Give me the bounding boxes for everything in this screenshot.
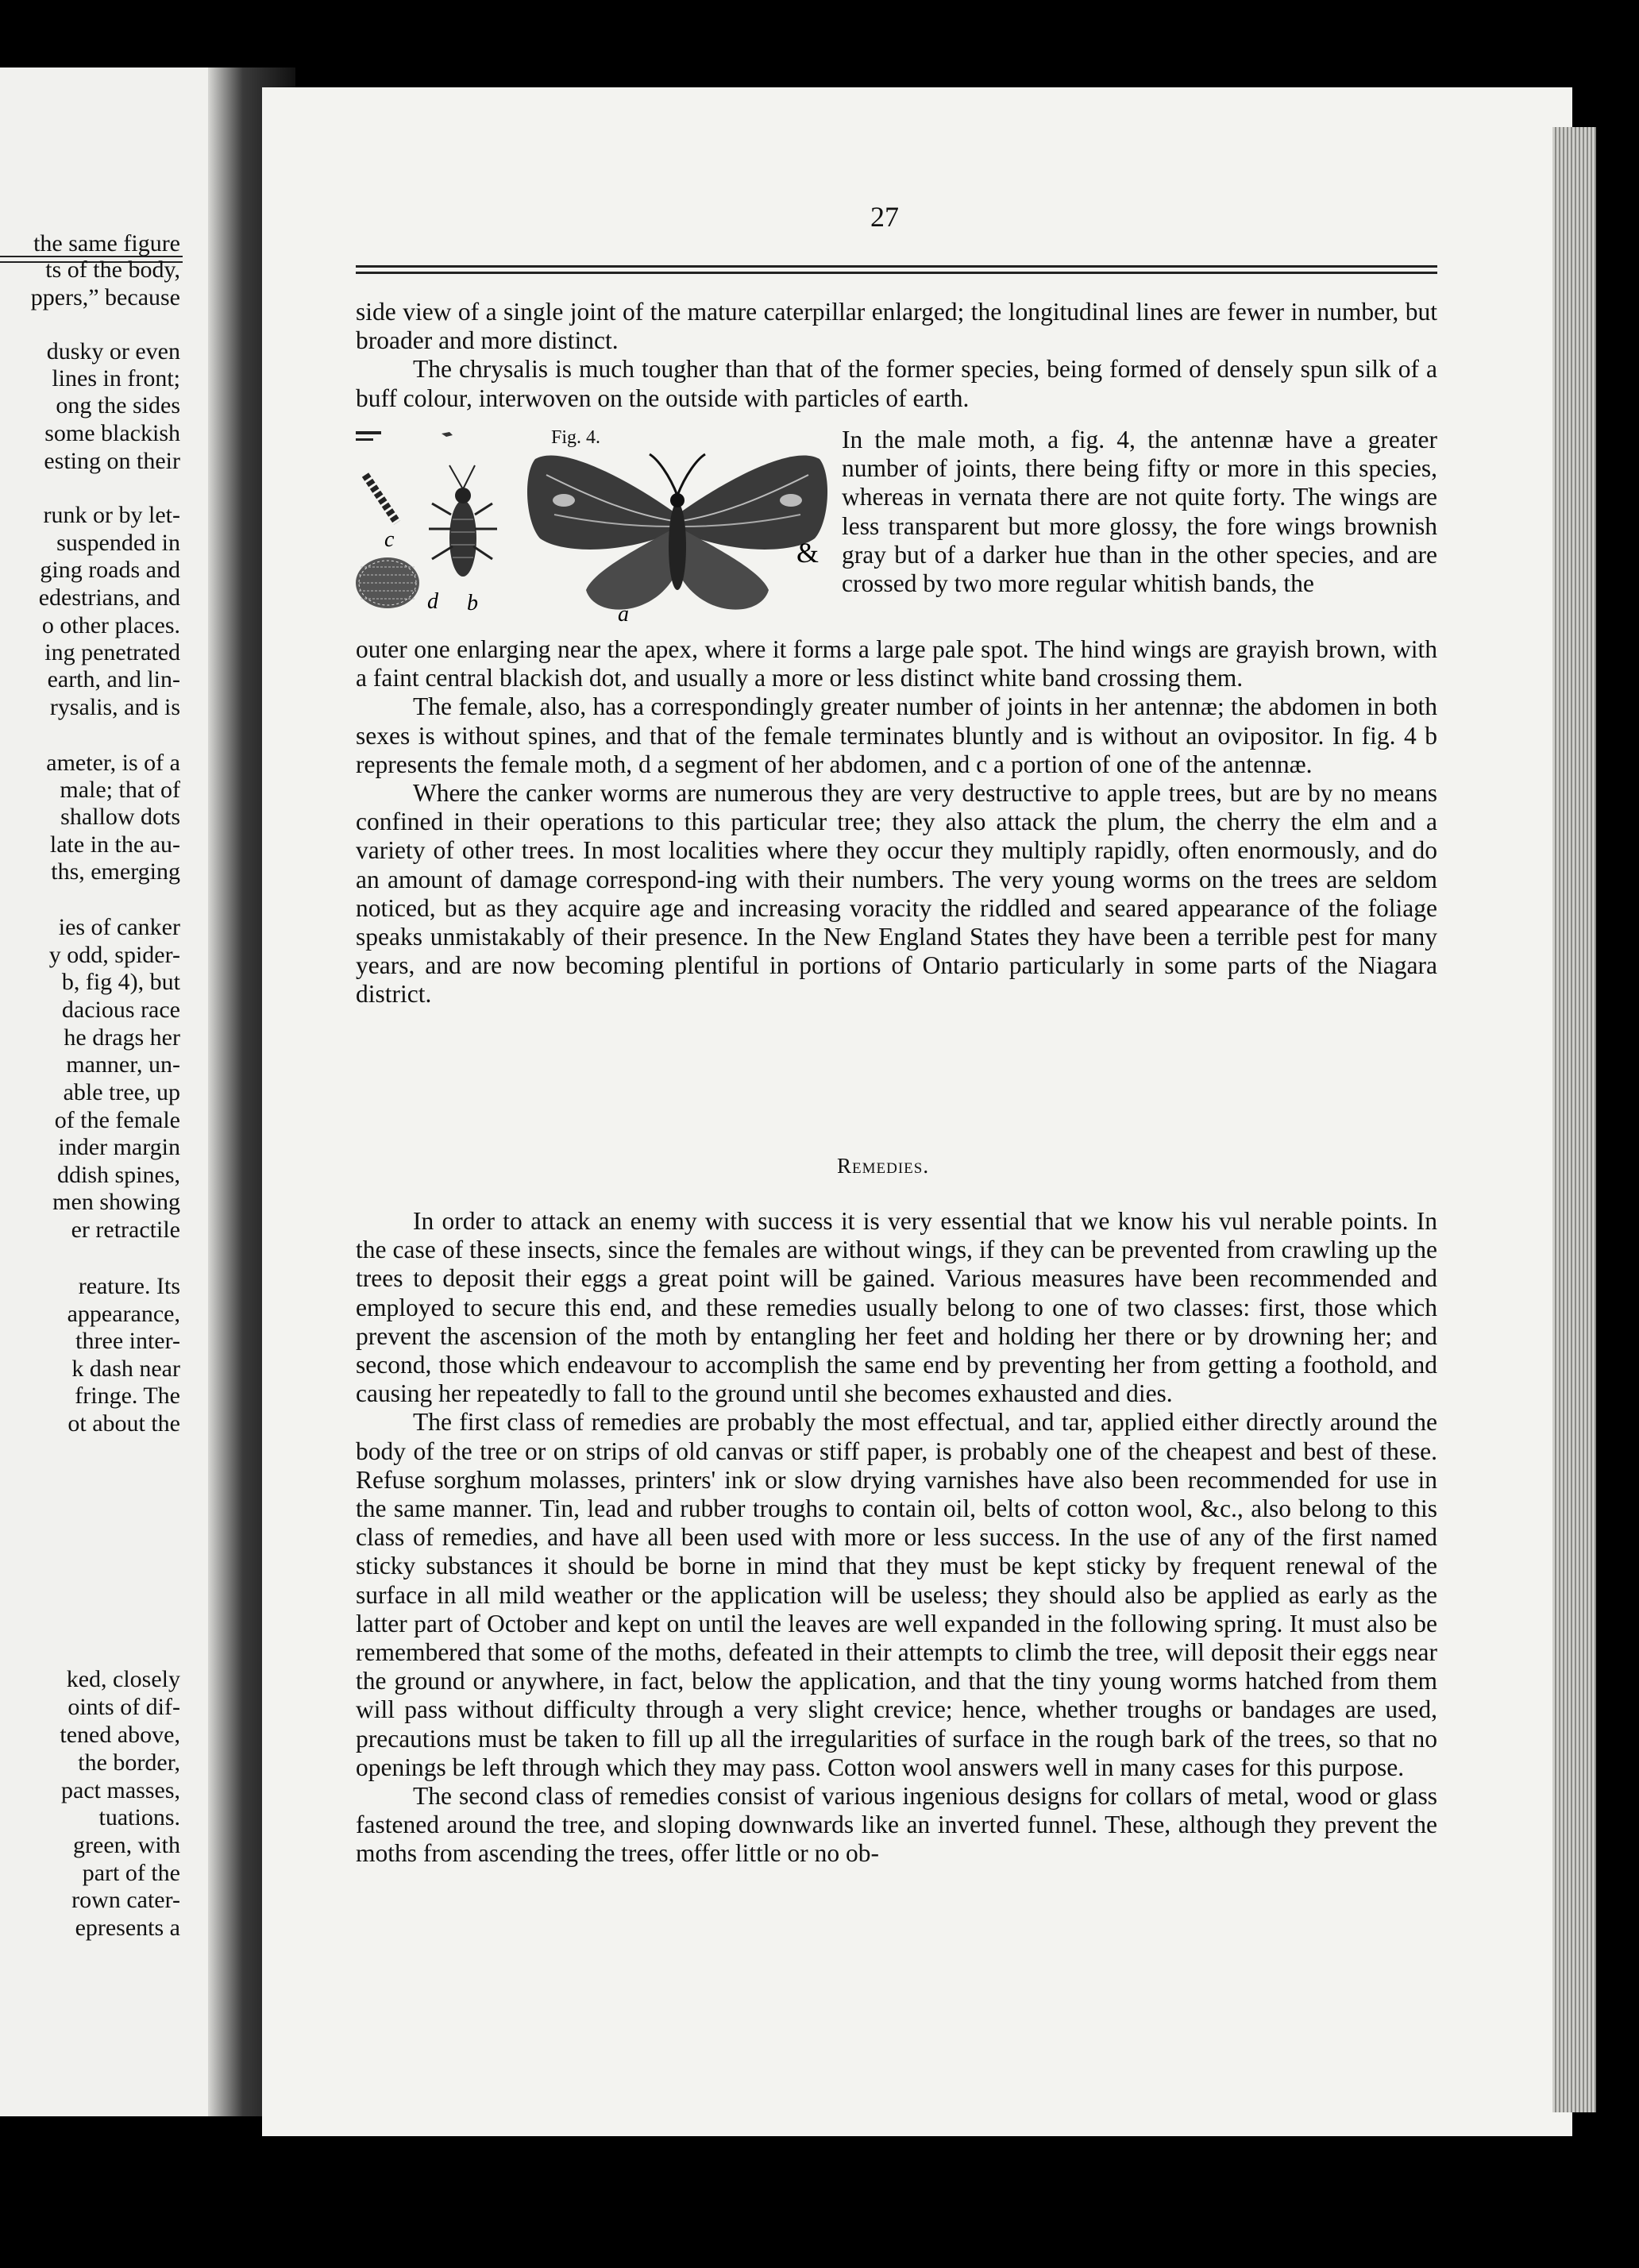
left-page-line: ing penetrated: [44, 639, 180, 665]
header-rule: [356, 265, 1437, 268]
left-page-line: edestrians, and: [38, 584, 180, 611]
left-page-line: ong the sides: [56, 392, 180, 418]
left-page-line: b, fig 4), but: [61, 969, 180, 995]
left-page-line: shallow dots: [60, 804, 180, 830]
female-paragraph: The female, also, has a correspondingly greater number of joints in her antennæ; the abdomen in both sexes is without spines, and that of the female terminates bluntly and is without an ovipositor. In fig. 4 b represents the female moth, d a segment of her abdomen, and c a portion of one of the antennæ.: [356, 692, 1437, 778]
left-page-line: esting on their: [44, 448, 180, 474]
left-page-line: inder margin: [58, 1134, 180, 1160]
page-edges: [1552, 127, 1596, 2112]
left-page-line: dusky or even: [46, 338, 180, 364]
intro-text: [356, 298, 1437, 413]
left-page-line: oints of dif-: [67, 1694, 180, 1720]
chrysalis-paragraph: The chrysalis is much tougher than that of the former species, being formed of densely spun silk of a buff colour, interwoven on the outside with particles of earth.: [356, 355, 1437, 412]
left-page-line: late in the au-: [49, 831, 180, 858]
left-page-line: of the female: [54, 1107, 180, 1133]
left-page-line: dacious race: [61, 997, 180, 1023]
figure-caption: Fig. 4.: [551, 427, 601, 448]
label-a: a: [618, 602, 629, 626]
left-page-line: green, with: [73, 1832, 180, 1858]
left-page-line: manner, un-: [66, 1051, 180, 1078]
left-page-line: some blackish: [44, 420, 180, 446]
remedies-paragraph-1: In order to attack an enemy with success it is very essential that we know his vul nerable points. In the case of these insects, since the females are without wings, if they can be prevented from crawling up the trees to deposit their eggs a great point will be gained. Various measures have been recommended and employed to secure this end, and these remedies usually belong to one of two classes: first, those which prevent the ascension of the moth by entangling her feet and holding her there or by drowning her; and second, those which endeavour to accomplish the same end by preventing her from getting a foothold, and causing her repeatedly to fall to the ground until she becomes exhausted and dies.: [356, 1207, 1437, 1408]
left-page-line: fringe. The: [75, 1383, 180, 1409]
remedies-text: [356, 1207, 1437, 1869]
left-page-line: rysalis, and is: [49, 694, 180, 720]
left-page-line: ked, closely: [66, 1666, 180, 1692]
left-page-line: pact masses,: [61, 1777, 180, 1803]
header-rule: [356, 272, 1437, 274]
male-moth-wrap-text: [842, 426, 1437, 598]
left-page-line: three inter-: [75, 1328, 180, 1354]
left-page-line: reature. Its: [78, 1273, 180, 1299]
left-page-line: men showing: [52, 1189, 180, 1215]
left-page-line: he drags her: [64, 1024, 180, 1051]
left-page-line: ddish spines,: [56, 1162, 180, 1188]
antenna-segment: [365, 475, 397, 523]
body-text-upper: [356, 635, 1437, 1009]
left-page-line: lines in front;: [52, 365, 180, 392]
left-page-line: ts of the body,: [45, 256, 180, 283]
left-page-line: epresents a: [75, 1915, 180, 1941]
left-page-line: suspended in: [56, 530, 180, 556]
left-page-line: k dash near: [71, 1356, 180, 1382]
figure-4: [356, 427, 836, 626]
left-page-line: er retractile: [71, 1217, 180, 1243]
label-d: d: [427, 589, 438, 614]
left-page-line: part of the: [82, 1860, 180, 1886]
male-moth: [527, 454, 827, 610]
left-page-line: ies of canker: [58, 914, 180, 940]
left-page-line: able tree, up: [63, 1079, 180, 1105]
male-moth-paragraph-cont: outer one enlarging near the apex, where it forms a large pale spot. The hind wings are grayish brown, with a faint central blackish dot, and usually a more or less distinct white band crossing them.: [356, 635, 1437, 692]
remedies-paragraph-3: The second class of remedies consist of various ingenious designs for collars of metal, wood or glass fastened around the tree, and sloping downwards like an inverted funnel. These, although they prevent the moths from ascending the trees, offer little or no ob-: [356, 1782, 1437, 1868]
left-page-line: tened above,: [60, 1722, 180, 1748]
page-number: 27: [870, 201, 899, 233]
remedies-paragraph-2: The first class of remedies are probably the most effectual, and tar, applied either directly around the body of the tree or on strips of old canvas or stiff paper, is probably one of the cheapest and best of these. Refuse sorghum molasses, printers' ink or slow drying varnishes have also been recommended for use in the same manner. Tin, lead and rubber troughs to contain oil, belts of cotton wool, &c., also belong to this class of remedies, and have all been used with more or less success. In the use of any of the first named sticky substances it should be borne in mind that they must be kept sticky by frequent renewal of the surface in all mild weather or the application will be useless; they should also be applied as early as the latter part of October and kept on until the leaves are well expanded in the following spring. It must also be remembered that some of the moths, defeated in their attempts to climb the tree, will deposit their eggs near the ground or anywhere, in fact, below the application, and that the tiny young worms hatched from them will pass without difficulty through a very slight crevice; hence, whether troughs or bandages are used, precautions must be taken to fill up all the irregularities of surface in the rough bark of the trees, so that no openings be left through which they may pass. Cotton wool answers well in many cases for this purpose.: [356, 1408, 1437, 1781]
male-moth-paragraph-start: In the male moth, a fig. 4, the antennæ have a greater number of joints, there being fifty or more in this species, whereas in vernata there are not quite forty. The wings are less transparent but more glossy, the fore wings brownish gray but of a darker hue than in the other species, and are crossed by two more regular whitish bands, the: [842, 426, 1437, 598]
abdomen-segment: [356, 557, 419, 608]
left-page-line: ameter, is of a: [46, 750, 180, 776]
left-page-line: ths, emerging: [51, 858, 180, 885]
left-page-line: tuations.: [98, 1804, 180, 1830]
female-moth: [429, 465, 497, 577]
left-page-line: ppers,” because: [30, 284, 180, 310]
label-c: c: [384, 527, 395, 552]
intro-paragraph: side view of a single joint of the mature caterpillar enlarged; the longitudinal lines are fewer in number, but broader and more distinct.: [356, 298, 1437, 355]
left-page-line: male; that of: [60, 777, 180, 803]
left-page-line: rown cater-: [71, 1887, 180, 1913]
left-page-line: o other places.: [41, 612, 180, 638]
canker-worm-paragraph: Where the canker worms are numerous they are very destructive to apple trees, but are by no means confined in their operations to this particular tree; they also attack the plum, the cherry the elm and a variety of other trees. In most localities where they occur they multiply rapidly, often enormously, and do an amount of damage correspond-ing with their numbers. The very young worms on the trees are seldom noticed, but as they acquire age and increasing voracity the riddled and seared appearance of the foliage speaks unmistakably of their presence. In the New England States they have been a terrible pest for many years, and are now becoming plentiful in portions of Ontario particularly in some parts of the Niagara district.: [356, 779, 1437, 1009]
left-page-line: earth, and lin-: [47, 666, 180, 692]
label-b: b: [467, 591, 478, 615]
left-page-line: runk or by let-: [43, 502, 180, 528]
left-page-line: appearance,: [67, 1301, 180, 1327]
remedies-heading: Remedies.: [837, 1154, 930, 1178]
left-page-line: ot about the: [67, 1410, 180, 1437]
male-symbol: &: [796, 537, 820, 569]
left-page-line: ging roads and: [40, 557, 180, 583]
left-page-line: the border,: [78, 1749, 180, 1776]
moth-illustration: [356, 427, 836, 626]
left-page-line: y odd, spider-: [48, 942, 180, 968]
left-page: [0, 68, 234, 2116]
left-page-line: the same figure: [33, 230, 180, 256]
